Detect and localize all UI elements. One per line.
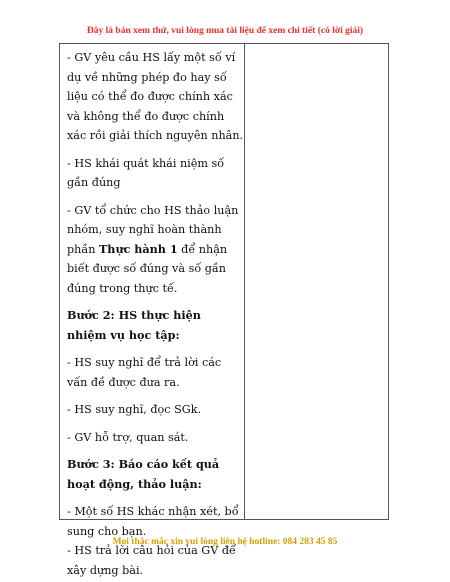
text-run: để nhận biết được số đúng và số gần đúng trong thực tế. (67, 242, 228, 295)
step-2-heading: Bước 2: HS thực hiện nhiệm vụ học tập: (67, 308, 201, 342)
paragraph-approx-concept: - HS khái quát khái niệm số gần đúng (67, 156, 225, 189)
paragraph-hs-answer: - HS trả lời câu hỏi của GV để xây dựng bài. (67, 544, 236, 577)
hotline-banner: Mọi thắc mắc xin vui lòng liên hệ hotline: 084 283 45 85 (112, 537, 338, 547)
practice-label: Thực hành 1 (98, 241, 178, 256)
paragraph-hs-think: - HS suy nghĩ để trả lời các vấn đề được đưa ra. (67, 356, 222, 389)
preview-notice-banner: Đây là bản xem thử, vui lòng mua tài liệu để xem chi tiết (có lời giải) (86, 26, 364, 36)
step-3-heading: Bước 3: Báo cáo kết quả hoạt động, thảo luận: (67, 457, 220, 491)
paragraph-hs-read: - HS suy nghĩ, đọc SGk. (67, 403, 202, 416)
content-column (245, 44, 388, 519)
paragraph-gv-support: - GV hỗ trợ, quan sát. (67, 430, 189, 444)
paragraph-examples: - GV yêu cầu HS lấy một số ví dụ về những phép đo hay số liệu có thể đo được chính xác và không thể đo được chính xác rồi giải thích nguyên nhân. (67, 51, 244, 142)
paragraph-hs-comment: - Một số HS khác nhận xét, bổ sung cho bạn. (67, 505, 239, 538)
text-run: - GV tổ chức cho HS thảo luận nhóm, suy nghĩ hoàn thành phần (67, 203, 239, 256)
paragraph-group-discussion (67, 201, 244, 299)
